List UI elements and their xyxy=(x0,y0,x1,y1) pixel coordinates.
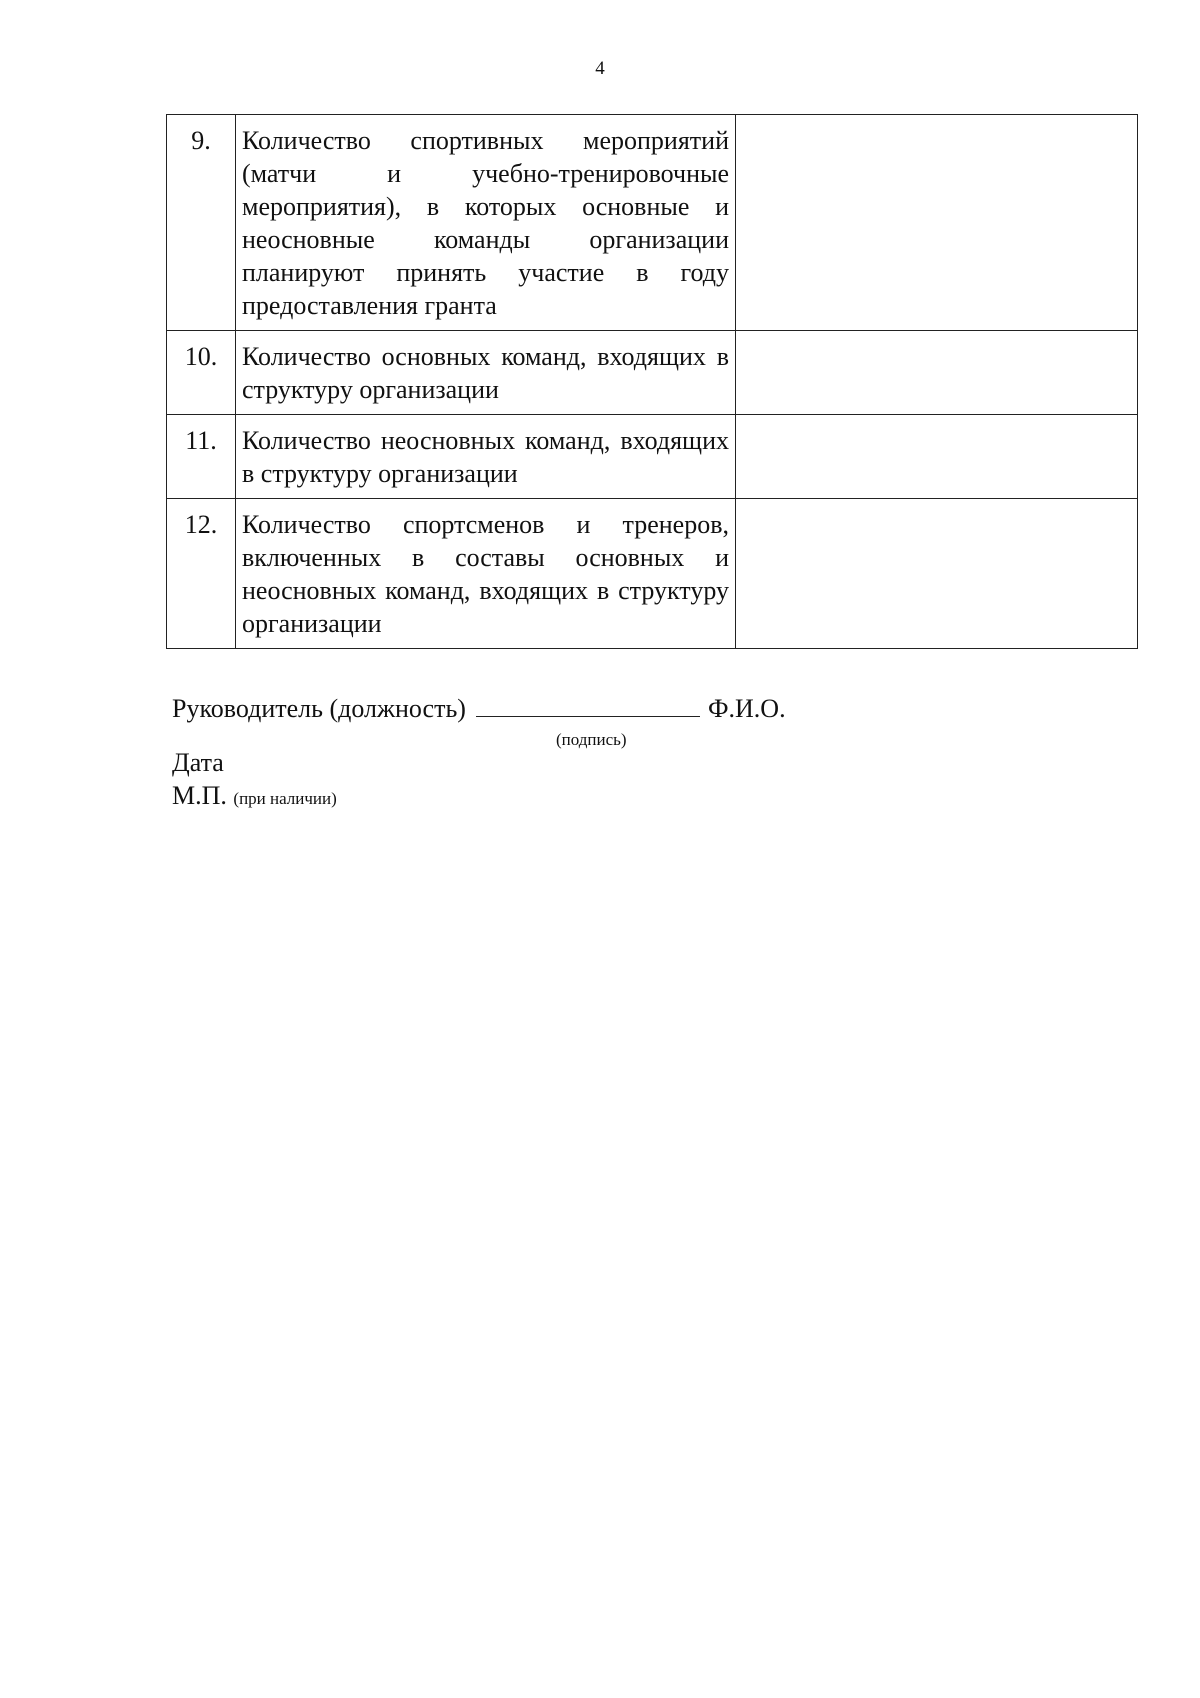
row-value-cell[interactable] xyxy=(736,415,1138,499)
signature-blank[interactable] xyxy=(476,692,700,717)
row-description: Количество спортсменов и тренеров, включенных в составы основных и неосновных команд, входящих в структуру организации xyxy=(236,499,736,649)
table-row xyxy=(167,331,1138,415)
table-row xyxy=(167,415,1138,499)
row-value-cell[interactable] xyxy=(736,115,1138,331)
row-number: 9. xyxy=(167,115,236,331)
row-description: Количество основных команд, входящих в структуру организации xyxy=(236,331,736,415)
signature-fio: Ф.И.О. xyxy=(707,694,786,723)
indicators-table xyxy=(166,114,1138,649)
signature-label: Руководитель (должность) xyxy=(172,694,466,723)
stamp-label: М.П. xyxy=(172,781,227,810)
table-row xyxy=(167,499,1138,649)
page-number: 4 xyxy=(595,58,605,79)
row-number: 12. xyxy=(167,499,236,649)
stamp-note: (при наличии) xyxy=(233,789,337,808)
table-row xyxy=(167,115,1138,331)
stamp-line xyxy=(172,780,337,815)
date-label: Дата xyxy=(172,748,224,777)
row-value-cell[interactable] xyxy=(736,331,1138,415)
row-description: Количество неосновных команд, входящих в структуру организации xyxy=(236,415,736,499)
row-number: 11. xyxy=(167,415,236,499)
signature-line xyxy=(172,692,786,725)
signature-caption: (подпись) xyxy=(556,730,627,749)
row-description: Количество спортивных мероприятий (матчи и учебно-тренировочные мероприятия), в которых основные и неосновные команды организации планируют принять участие в году предоставления гранта xyxy=(236,115,736,331)
row-value-cell[interactable] xyxy=(736,499,1138,649)
row-number: 10. xyxy=(167,331,236,415)
